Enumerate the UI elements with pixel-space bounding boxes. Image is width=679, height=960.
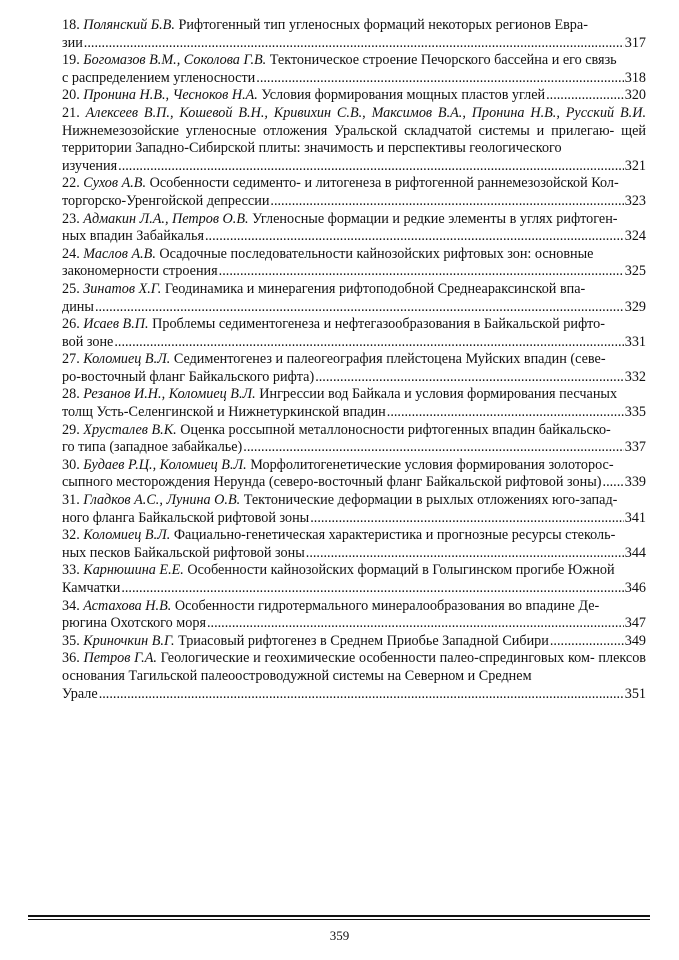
- entry-authors: Петров Г.А.: [83, 650, 157, 667]
- toc-entry-22: [62, 175, 646, 210]
- entry-title-end: торгорско-Уренгойской депрессии: [62, 192, 270, 209]
- dot-leader: [205, 228, 624, 246]
- entry-title-end: ных песков Байкальской рифтовой зоны: [62, 544, 305, 561]
- entry-title: Оценка россыпной металлоносности рифтогенных впадин байкальско-: [180, 421, 611, 438]
- entry-title: Геологические и геохимические особенности палео-спрединговых ком- плексов основания Тагильской палеоостроводужной системы на Северном и Среднем: [62, 650, 646, 684]
- footer-rule-thin: [28, 919, 650, 920]
- entry-title-end: закономерности строения: [62, 263, 218, 280]
- toc-entry-21: [62, 105, 646, 175]
- page-number: 359: [329, 928, 350, 943]
- entry-title: Осадочные последовательности кайнозойских рифтовых зон: основные: [159, 245, 594, 262]
- entry-title-end: сыпного месторождения Нерунда (северо-восточный фланг Байкальской рифтовой зоны): [62, 474, 602, 491]
- entry-page: 351: [624, 685, 646, 702]
- entry-page: 332: [624, 368, 646, 385]
- toc-entry-24: [62, 246, 646, 281]
- entry-authors: Полянский Б.В.: [83, 17, 175, 33]
- toc-entry-34: [62, 598, 646, 633]
- entry-title-end: ного фланга Байкальской рифтовой зоны: [62, 509, 310, 526]
- dot-leader: [243, 439, 623, 457]
- entry-number: 26.: [62, 316, 80, 333]
- entry-authors: Карнюшина Е.Е.: [83, 562, 184, 579]
- entry-title: Нижнемезозойские угленосные отложения Уральской складчатой системы и прилегаю- щей территории Западно-Сибирской плиты: значимость и перспективы геологического: [62, 122, 646, 157]
- entry-title-end: дины: [62, 298, 94, 315]
- entry-authors: Будаев Р.Ц., Коломиец В.Л.: [83, 456, 247, 473]
- entry-number: 19.: [62, 52, 80, 69]
- entry-page: 325: [624, 263, 646, 280]
- entry-title-end: рюгина Охотского моря: [62, 615, 206, 632]
- entry-page: 337: [624, 439, 646, 456]
- entry-title: Особенности кайнозойских формаций в Голыгинском прогибе Южной: [187, 562, 615, 579]
- dot-leader: [114, 334, 623, 352]
- entry-title: Геодинамика и минерагения рифтоподобной Среднеараксинской впа-: [164, 280, 586, 297]
- dot-leader: [121, 580, 623, 598]
- table-of-contents: [62, 17, 646, 703]
- entry-authors: Адмакин Л.А., Петров О.В.: [83, 210, 249, 227]
- entry-authors: Сухов А.В.: [83, 175, 147, 192]
- entry-title: Морфолитогенетические условия формирования золоторос-: [250, 456, 614, 473]
- entry-page: 317: [624, 34, 646, 51]
- entry-authors: Коломиец В.Л.: [83, 351, 171, 368]
- entry-page: 331: [624, 333, 646, 350]
- entry-authors: Пронина Н.В., Чесноков Н.А.: [83, 87, 258, 104]
- toc-entry-26: [62, 316, 646, 351]
- toc-entry-25: [62, 281, 646, 316]
- toc-entry-23: [62, 211, 646, 246]
- toc-entry-32: [62, 527, 646, 562]
- entry-page: 344: [624, 544, 646, 561]
- entry-page: 320: [624, 87, 646, 104]
- entry-title: Угленосные формации и редкие элементы в углях рифтоген-: [252, 210, 618, 227]
- entry-title-end: ных впадин Забайкалья: [62, 228, 204, 245]
- dot-leader: [310, 510, 624, 528]
- entry-page: 347: [624, 615, 646, 632]
- entry-number: 24.: [62, 245, 80, 262]
- entry-title: Проблемы седиментогенеза и нефтегазообразования в Байкальской рифто-: [152, 316, 605, 333]
- entry-authors: Зинатов Х.Г.: [83, 280, 162, 297]
- dot-leader: [387, 404, 624, 422]
- entry-title: Ингрессии вод Байкала и условия формирования песчаных: [259, 386, 618, 403]
- entry-number: 28.: [62, 386, 80, 403]
- toc-entry-30: [62, 457, 646, 492]
- entry-title: Тектонические деформации в рыхлых отложениях юго-запад-: [243, 492, 618, 509]
- entry-page: 329: [624, 298, 646, 315]
- entry-authors: Коломиец В.Л.: [83, 527, 171, 544]
- dot-leader: [207, 615, 624, 633]
- entry-number: 36.: [62, 650, 80, 667]
- entry-number: 18.: [62, 17, 80, 33]
- entry-title-end: Урале: [62, 685, 98, 702]
- entry-number: 27.: [62, 351, 80, 368]
- entry-page: 324: [624, 228, 646, 245]
- dot-leader: [550, 633, 624, 651]
- entry-authors: Исаев В.П.: [83, 316, 149, 333]
- toc-entry-36: [62, 650, 646, 703]
- toc-entry-35: [62, 633, 646, 651]
- entry-page: 321: [624, 157, 646, 174]
- entry-page: 346: [624, 580, 646, 596]
- entry-page: 335: [624, 404, 646, 421]
- entry-title: Особенности седименто- и литогенеза в рифтогенной раннемезозойской Кол-: [149, 175, 619, 192]
- entry-title: Седиментогенез и палеогеография плейстоцена Муйских впадин (севе-: [173, 351, 606, 368]
- entry-page: 318: [624, 69, 646, 86]
- entry-title-end: изучения: [62, 157, 118, 174]
- toc-entry-19: [62, 52, 646, 87]
- entry-authors: Астахова Н.В.: [83, 597, 172, 614]
- entry-number: 25.: [62, 280, 80, 297]
- entry-number: 22.: [62, 175, 80, 192]
- dot-leader: [219, 263, 624, 281]
- entry-title-end: вой зоне: [62, 333, 114, 350]
- entry-authors: Хрусталев В.К.: [83, 421, 177, 438]
- entry-title: Тектоническое строение Печорского бассейна и его связь: [269, 52, 617, 69]
- entry-number: 34.: [62, 597, 80, 614]
- toc-entry-27: [62, 351, 646, 386]
- entry-title-end: го типа (западное забайкалье): [62, 439, 243, 456]
- entry-number: 30.: [62, 456, 80, 473]
- entry-title-end: толщ Усть-Селенгинской и Нижнетуркинской впадин: [62, 404, 386, 421]
- dot-leader: [99, 686, 624, 704]
- footer-rule-thick: [28, 915, 650, 917]
- entry-authors: Криночкин В.Г.: [83, 632, 175, 649]
- toc-entry-29: [62, 422, 646, 457]
- toc-entry-33: [62, 562, 646, 597]
- entry-authors: Гладков А.С., Лунина О.В.: [83, 492, 241, 509]
- entry-title: Фациально-генетическая характеристика и прогнозные ресурсы стеколь-: [173, 527, 616, 544]
- entry-number: 35.: [62, 632, 80, 649]
- entry-title-end: Условия формирования мощных пластов углей: [261, 87, 546, 104]
- entry-title-end: зии: [62, 34, 83, 51]
- entry-number: 20.: [62, 87, 80, 104]
- entry-page: 349: [624, 632, 646, 649]
- dot-leader: [95, 299, 624, 317]
- entry-page: 339: [624, 474, 646, 491]
- entry-authors: Богомазов В.М., Соколова Г.В.: [83, 52, 267, 69]
- dot-leader: [256, 70, 623, 88]
- entry-number: 31.: [62, 492, 80, 509]
- entry-page: 341: [624, 509, 646, 526]
- toc-entry-18: [62, 17, 646, 52]
- entry-number: 33.: [62, 562, 80, 579]
- entry-title: Рифтогенный тип угленосных формаций некоторых регионов Евра-: [178, 17, 588, 33]
- dot-leader: [306, 545, 624, 563]
- dot-leader: [84, 35, 624, 53]
- toc-entry-31: [62, 492, 646, 527]
- dot-leader: [315, 369, 624, 387]
- entry-title-end: Триасовый рифтогенез в Среднем Приобье Западной Сибири: [178, 632, 549, 649]
- entry-title-end: с распределением угленосности: [62, 69, 256, 86]
- entry-title: Особенности гидротермального минералообразования во впадине Де-: [174, 597, 600, 614]
- entry-number: 32.: [62, 527, 80, 544]
- dot-leader: [118, 158, 624, 176]
- entry-authors: Алексеев В.П., Кошевой В.Н., Кривихин С.В., Максимов В.А., Пронина Н.В., Русский В.И.: [85, 104, 647, 121]
- entry-number: 21.: [62, 104, 80, 121]
- entry-number: 29.: [62, 421, 80, 438]
- entry-title-end: ро-восточный фланг Байкальского рифта): [62, 368, 315, 385]
- dot-leader: [270, 193, 623, 211]
- entry-title-end: Камчатки: [62, 580, 121, 596]
- toc-entry-28: [62, 386, 646, 421]
- entry-page: 323: [624, 192, 646, 209]
- entry-authors: Маслов А.В.: [83, 245, 156, 262]
- dot-leader: [546, 87, 624, 105]
- entry-number: 23.: [62, 210, 80, 227]
- entry-authors: Резанов И.Н., Коломиец В.Л.: [83, 386, 256, 403]
- dot-leader: [603, 474, 624, 492]
- toc-entry-20: [62, 87, 646, 105]
